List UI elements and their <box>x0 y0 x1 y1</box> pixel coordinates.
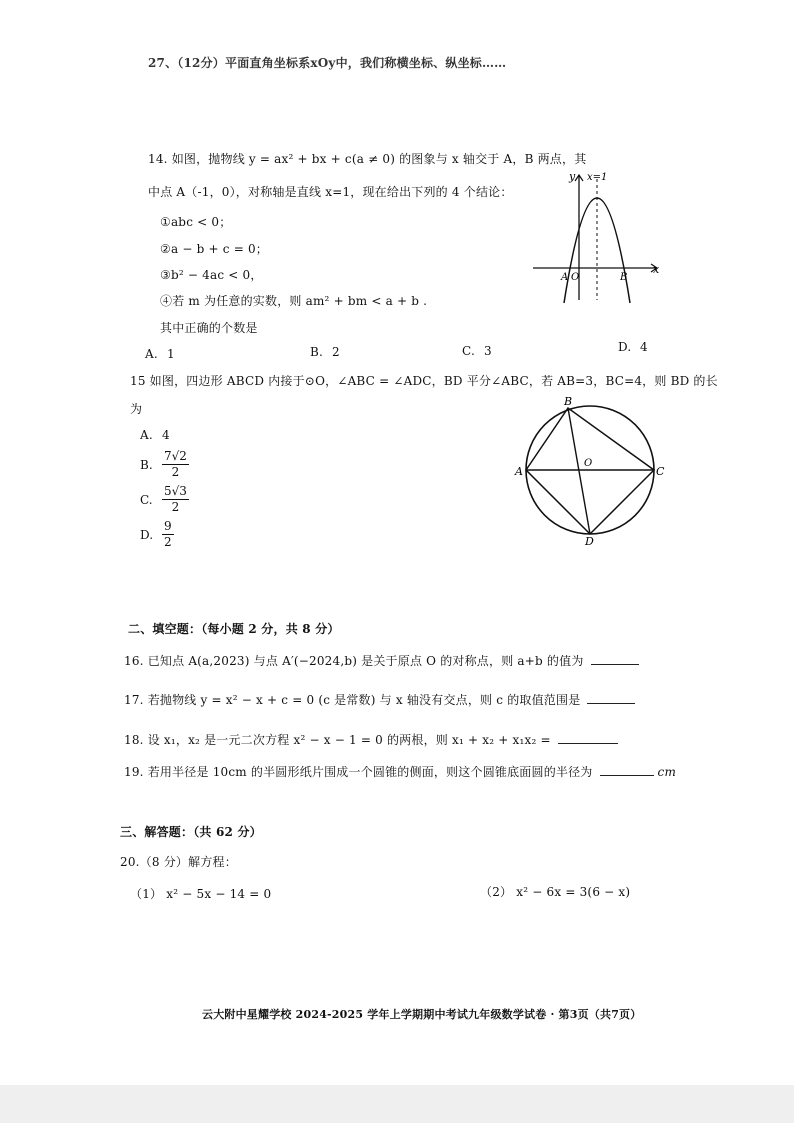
fraction <box>162 485 189 514</box>
option-letter: B. <box>310 345 324 359</box>
q14-line2: 中点 A（-1，0），对称轴是直线 x=1，现在给出下列的 4 个结论： <box>148 185 513 199</box>
bottom-scan-margin <box>0 1085 794 1123</box>
section2-title: 二、填空题：（每小题 2 分，共 8 分） <box>128 622 340 636</box>
option-letter: C. <box>140 493 153 508</box>
q17-answer-blank[interactable] <box>587 691 635 704</box>
y-axis-label: y <box>569 170 576 183</box>
q17 <box>124 691 635 708</box>
x-axis-label: x <box>653 263 660 276</box>
point-a-label: A <box>561 272 569 283</box>
q19-text: 19. 若用半径是 10cm 的半圆形纸片围成一个圆锥的侧面，则这个圆锥底面圆的半径为 <box>124 765 593 779</box>
q19-answer-blank[interactable] <box>600 763 654 776</box>
point-a-label: A <box>515 465 523 478</box>
point-d-label: D <box>585 535 594 548</box>
fraction <box>162 520 174 549</box>
section3-title: 三、解答题：（共 62 分） <box>120 825 262 839</box>
option-letter: C. <box>462 344 475 358</box>
q18 <box>124 731 618 748</box>
point-b-label: B <box>564 395 573 408</box>
origin-label: O <box>571 272 580 283</box>
circle-figure <box>510 393 670 548</box>
q15-option-d[interactable] <box>140 520 174 549</box>
q14-option-d[interactable] <box>618 340 648 354</box>
fraction-denominator: 2 <box>171 500 180 515</box>
fraction-denominator: 2 <box>171 465 180 480</box>
q15-line1: 15 如图，四边形 ABCD 内接于⊙O，∠ABC = ∠ADC，BD 平分∠ABC，若 AB=3，BC=4，则 BD 的长 <box>130 374 718 388</box>
page-footer: 云大附中星耀学校 2024-2025 学年上学期期中考试九年级数学试卷 · 第3页（共7页） <box>202 1008 642 1021</box>
option-text: 4 <box>640 340 648 354</box>
q19 <box>124 763 676 780</box>
q16 <box>124 652 639 669</box>
option-letter: B. <box>140 458 153 473</box>
option-letter: D. <box>618 340 632 354</box>
option-text: 1 <box>167 347 175 361</box>
q14-prompt: 其中正确的个数是 <box>160 321 258 335</box>
fraction-numerator: 5√3 <box>162 485 189 500</box>
q18-text: 18. 设 x₁，x₂ 是一元二次方程 x² − x − 1 = 0 的两根，则 x₁ + x₂ + x₁x₂ = <box>124 733 551 747</box>
q14-option-a[interactable] <box>145 347 175 361</box>
point-c-label: C <box>656 465 665 478</box>
option-letter: A. <box>145 347 158 361</box>
option-letter: D. <box>140 528 154 543</box>
fraction-numerator: 7√2 <box>162 450 189 465</box>
q14-conclusion-1: ①abc < 0； <box>160 215 232 229</box>
header-snippet: 27、（12分）平面直角坐标系xOy中，我们称横坐标、纵坐标…… <box>148 56 507 70</box>
q14-conclusion-4: ④若 m 为任意的实数，则 am² + bm < a + b . <box>160 294 428 308</box>
fraction-numerator: 9 <box>162 520 174 535</box>
center-o-label: O <box>584 458 593 469</box>
option-text: 2 <box>332 345 340 359</box>
q14-option-c[interactable] <box>462 344 492 358</box>
q20-part-1: （1） x² − 5x − 14 = 0 <box>130 887 272 901</box>
q16-answer-blank[interactable] <box>591 652 639 665</box>
q15-line2: 为 <box>130 402 143 416</box>
q14-conclusion-3: ③b² − 4ac < 0， <box>160 268 263 282</box>
q14-line1: 14. 如图，抛物线 y = ax² + bx + c(a ≠ 0) 的图象与 x 轴交于 A，B 两点，其 <box>148 152 587 166</box>
q16-text: 16. 已知点 A(a,2023) 与点 A′(−2024,b) 是关于原点 O 的对称点，则 a+b 的值为 <box>124 654 584 668</box>
option-letter: A. <box>140 428 153 442</box>
q20-title: 20.（8 分）解方程： <box>120 855 237 869</box>
option-text: 4 <box>162 428 170 442</box>
option-text: 3 <box>484 344 492 358</box>
q15-option-b[interactable] <box>140 450 189 479</box>
symmetry-axis-label: x=1 <box>587 172 608 183</box>
fraction-denominator: 2 <box>164 535 172 550</box>
q18-answer-blank[interactable] <box>558 731 618 744</box>
q19-unit: cm <box>657 765 677 779</box>
q14-conclusion-2: ②a − b + c = 0； <box>160 242 269 256</box>
q17-text: 17. 若抛物线 y = x² − x + c = 0 (c 是常数) 与 x 轴没有交点，则 c 的取值范围是 <box>124 693 581 707</box>
parabola-figure <box>525 165 675 310</box>
point-b-label: B <box>620 272 628 283</box>
q14-option-b[interactable] <box>310 345 340 359</box>
q15-option-a[interactable] <box>140 428 170 442</box>
fraction <box>162 450 189 479</box>
q20-part-2: （2） x² − 6x = 3(6 − x) <box>480 885 631 899</box>
q15-option-c[interactable] <box>140 485 189 514</box>
